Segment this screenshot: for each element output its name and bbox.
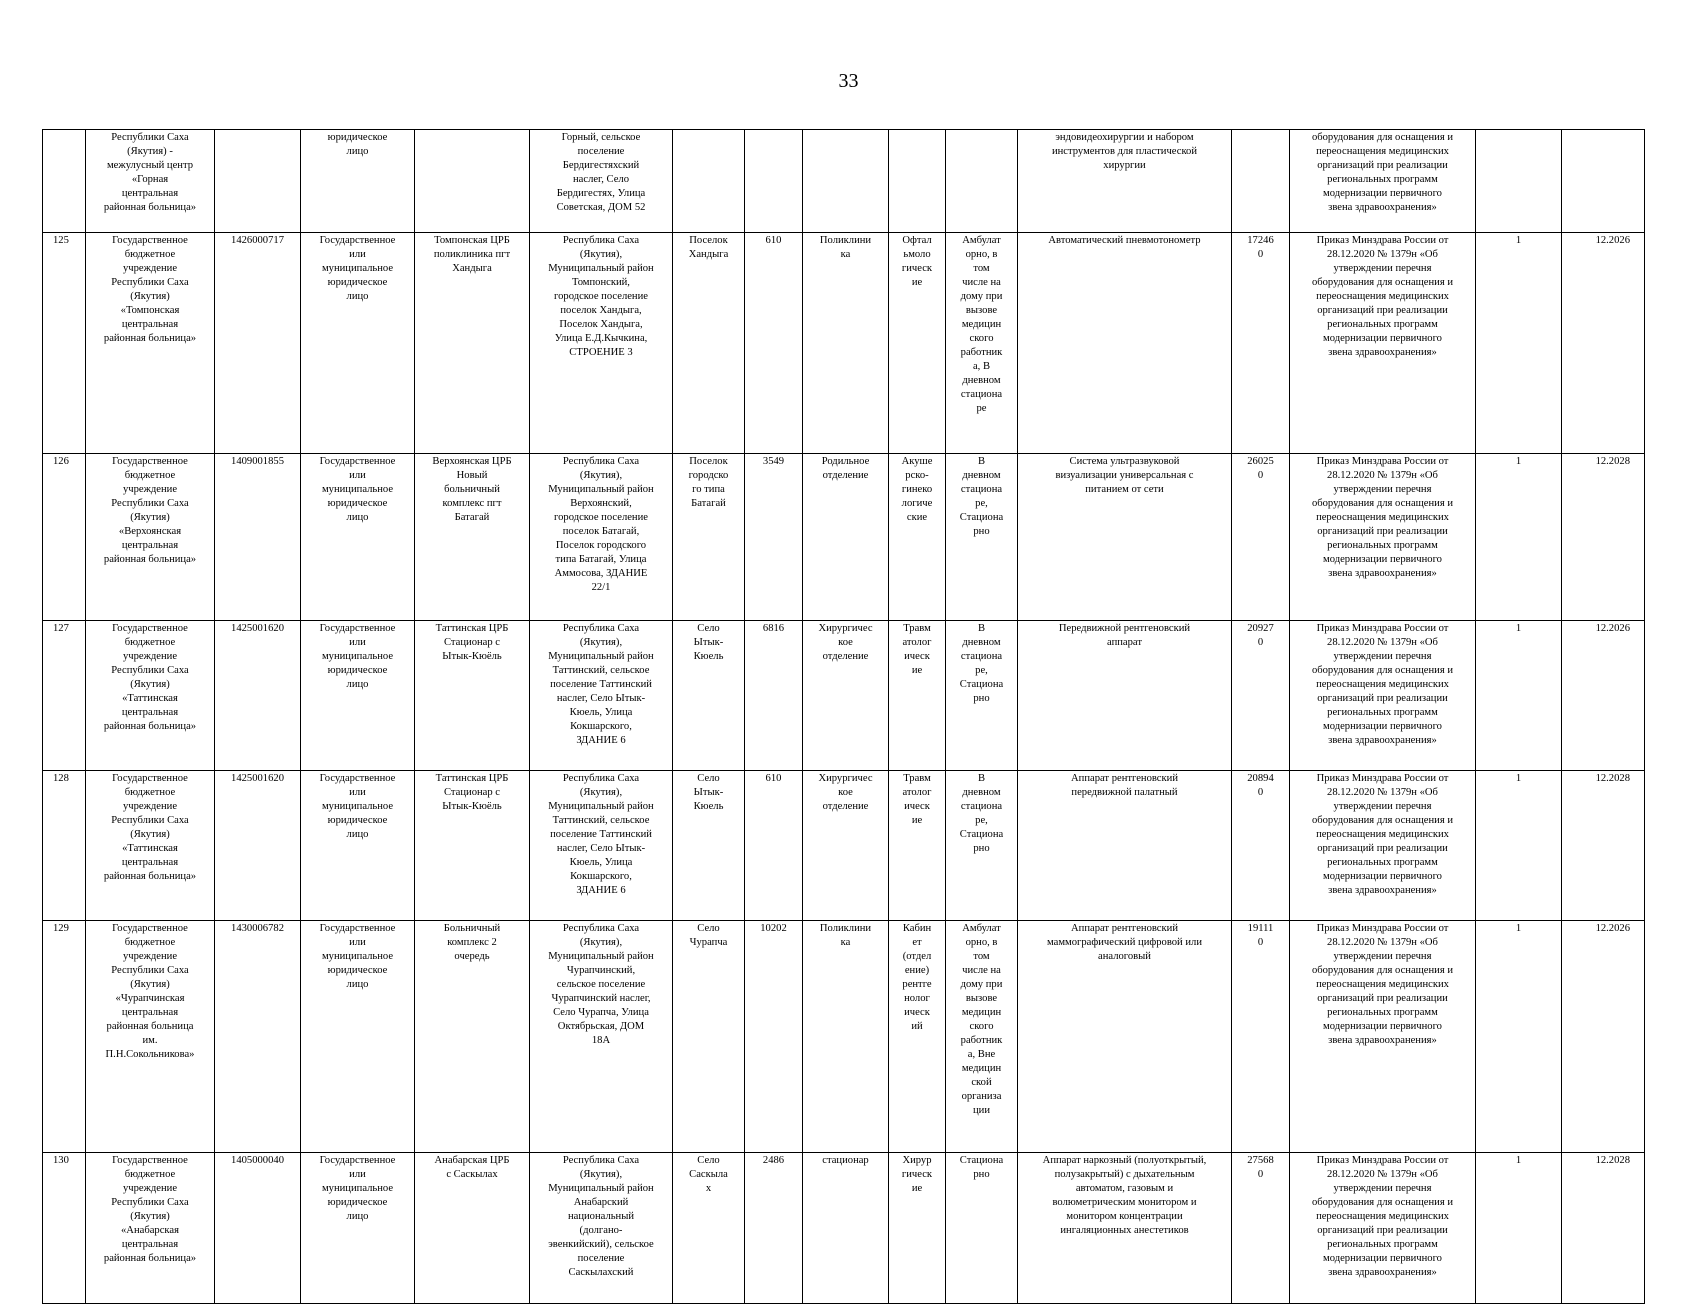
organization-type-cell: Государственное или муниципальное юридическое лицо [301,921,415,1153]
table-row [43,233,1645,454]
table-body [43,130,1645,1304]
department-cell: Поликлини ка [803,233,889,454]
subdivision-name-cell: Томпонская ЦРБ поликлиника пгт Хандыга [415,233,530,454]
quantity-cell: 1 [1476,921,1562,1153]
equipment-name-cell: эндовидеохирургии и набором инструментов для пластической хирургии [1018,130,1232,233]
population-cell: 6816 [745,621,803,771]
organization-type-cell: юридическое лицо [301,130,415,233]
address-cell: Республика Саха (Якутия), Муниципальный район Чурапчинский, сельское поселение Чурапчинский наслег, Село Чурапча, Улица Октябрьская, ДОМ 18А [530,921,673,1153]
legal-basis-cell: Приказ Минздрава России от 28.12.2020 № 1379н «Об утверждении перечня оборудования для оснащения и переоснащения медицинских организаций при реализации региональных программ модернизации первичного звена здравоохранения» [1290,454,1476,621]
locality-cell: Село Саскыла х [673,1153,745,1304]
equipment-name-cell: Аппарат рентгеновский маммографический цифровой или аналоговый [1018,921,1232,1153]
quantity-cell: 1 [1476,233,1562,454]
population-cell: 2486 [745,1153,803,1304]
organization-name-cell: Государственное бюджетное учреждение Республики Саха (Якутия) «Верхоянская центральная районная больница» [86,454,215,621]
table-row [43,1153,1645,1304]
table-row [43,621,1645,771]
medical-profile-cell: Акуше рско- гинеко логиче ские [889,454,946,621]
row-number-cell: 130 [43,1153,86,1304]
price-cell [1232,130,1290,233]
page-number: 33 [838,70,859,92]
subdivision-name-cell [415,130,530,233]
inn-cell [215,130,301,233]
delivery-date-cell: 12.2028 [1562,771,1645,921]
department-cell: Хирургичес кое отделение [803,621,889,771]
medical-profile-cell: Офтал ьмоло гическ ие [889,233,946,454]
quantity-cell: 1 [1476,454,1562,621]
subdivision-name-cell: Таттинская ЦРБ Стационар с Ытык-Кюёль [415,771,530,921]
table-row [43,454,1645,621]
locality-cell [673,130,745,233]
inn-cell: 1409001855 [215,454,301,621]
price-cell: 17246 0 [1232,233,1290,454]
row-number-cell: 126 [43,454,86,621]
subdivision-name-cell: Больничный комплекс 2 очередь [415,921,530,1153]
organization-name-cell: Государственное бюджетное учреждение Республики Саха (Якутия) «Томпонская центральная районная больница» [86,233,215,454]
organization-name-cell: Государственное бюджетное учреждение Республики Саха (Якутия) «Анабарская центральная районная больница» [86,1153,215,1304]
medical-profile-cell: Хирур гическ ие [889,1153,946,1304]
care-form-cell: В дневном стациона ре, Стациона рно [946,454,1018,621]
delivery-date-cell: 12.2026 [1562,621,1645,771]
legal-basis-cell: Приказ Минздрава России от 28.12.2020 № 1379н «Об утверждении перечня оборудования для оснащения и переоснащения медицинских организаций при реализации региональных программ модернизации первичного звена здравоохранения» [1290,621,1476,771]
locality-cell: Поселок городско го типа Батагай [673,454,745,621]
price-cell: 19111 0 [1232,921,1290,1153]
row-number-cell: 125 [43,233,86,454]
row-number-cell: 129 [43,921,86,1153]
legal-basis-cell: Приказ Минздрава России от 28.12.2020 № 1379н «Об утверждении перечня оборудования для оснащения и переоснащения медицинских организаций при реализации региональных программ модернизации первичного звена здравоохранения» [1290,1153,1476,1304]
inn-cell: 1430006782 [215,921,301,1153]
equipment-name-cell: Автоматический пневмотонометр [1018,233,1232,454]
address-cell: Республика Саха (Якутия), Муниципальный район Верхоянский, городское поселение поселок Батагай, Поселок городского типа Батагай, Улица Аммосова, ЗДАНИЕ 22/1 [530,454,673,621]
organization-type-cell: Государственное или муниципальное юридическое лицо [301,621,415,771]
subdivision-name-cell: Анабарская ЦРБ с Саскылах [415,1153,530,1304]
locality-cell: Село Чурапча [673,921,745,1153]
organization-type-cell: Государственное или муниципальное юридическое лицо [301,454,415,621]
inn-cell: 1426000717 [215,233,301,454]
locality-cell: Село Ытык- Кюель [673,771,745,921]
price-cell: 26025 0 [1232,454,1290,621]
care-form-cell: В дневном стациона ре, Стациона рно [946,621,1018,771]
delivery-date-cell: 12.2028 [1562,1153,1645,1304]
population-cell: 3549 [745,454,803,621]
care-form-cell: Амбулат орно, в том числе на дому при вызове медицин ского работник а, В дневном стациона ре [946,233,1018,454]
department-cell: Поликлини ка [803,921,889,1153]
quantity-cell: 1 [1476,771,1562,921]
quantity-cell [1476,130,1562,233]
equipment-name-cell: Аппарат наркозный (полуоткрытый, полузакрытый) с дыхательным автоматом, газовым и волюметрическим монитором и монитором концентрации ингаляционных анестетиков [1018,1153,1232,1304]
organization-name-cell: Государственное бюджетное учреждение Республики Саха (Якутия) «Таттинская центральная районная больница» [86,771,215,921]
organization-type-cell: Государственное или муниципальное юридическое лицо [301,233,415,454]
address-cell: Республика Саха (Якутия), Муниципальный район Таттинский, сельское поселение Таттинский наслег, Село Ытык- Кюель, Улица Кокшарского, ЗДАНИЕ 6 [530,621,673,771]
population-cell: 10202 [745,921,803,1153]
locality-cell: Село Ытык- Кюель [673,621,745,771]
row-number-cell [43,130,86,233]
organization-name-cell: Республики Саха (Якутия) - межулусный центр «Горная центральная районная больница» [86,130,215,233]
address-cell: Республика Саха (Якутия), Муниципальный район Анабарский национальный (долгано- эвенкийский), сельское поселение Саскылахский [530,1153,673,1304]
row-number-cell: 128 [43,771,86,921]
medical-profile-cell: Травм атолог ическ ие [889,771,946,921]
equipment-name-cell: Передвижной рентгеновский аппарат [1018,621,1232,771]
delivery-date-cell [1562,130,1645,233]
address-cell: Горный, сельское поселение Бердигестяхский наслег, Село Бердигестях, Улица Советская, ДОМ 52 [530,130,673,233]
legal-basis-cell: Приказ Минздрава России от 28.12.2020 № 1379н «Об утверждении перечня оборудования для оснащения и переоснащения медицинских организаций при реализации региональных программ модернизации первичного звена здравоохранения» [1290,233,1476,454]
organization-name-cell: Государственное бюджетное учреждение Республики Саха (Якутия) «Таттинская центральная районная больница» [86,621,215,771]
care-form-cell [946,130,1018,233]
locality-cell: Поселок Хандыга [673,233,745,454]
subdivision-name-cell: Таттинская ЦРБ Стационар с Ытык-Кюёль [415,621,530,771]
legal-basis-cell: оборудования для оснащения и переоснащения медицинских организаций при реализации региональных программ модернизации первичного звена здравоохранения» [1290,130,1476,233]
quantity-cell: 1 [1476,621,1562,771]
inn-cell: 1405000040 [215,1153,301,1304]
department-cell: Хирургичес кое отделение [803,771,889,921]
delivery-date-cell: 12.2028 [1562,454,1645,621]
organization-type-cell: Государственное или муниципальное юридическое лицо [301,1153,415,1304]
department-cell: Родильное отделение [803,454,889,621]
medical-profile-cell: Кабин ет (отдел ение) рентге нолог ическ ий [889,921,946,1153]
care-form-cell: В дневном стациона ре, Стациона рно [946,771,1018,921]
delivery-date-cell: 12.2026 [1562,233,1645,454]
price-cell: 20894 0 [1232,771,1290,921]
care-form-cell: Стациона рно [946,1153,1018,1304]
table-row [43,130,1645,233]
inn-cell: 1425001620 [215,621,301,771]
table-row [43,921,1645,1153]
care-form-cell: Амбулат орно, в том числе на дому при вызове медицин ского работник а, Вне медицин ской организа ции [946,921,1018,1153]
department-cell [803,130,889,233]
equipment-table [42,129,1645,1304]
medical-profile-cell [889,130,946,233]
department-cell: стационар [803,1153,889,1304]
legal-basis-cell: Приказ Минздрава России от 28.12.2020 № 1379н «Об утверждении перечня оборудования для оснащения и переоснащения медицинских организаций при реализации региональных программ модернизации первичного звена здравоохранения» [1290,771,1476,921]
organization-name-cell: Государственное бюджетное учреждение Республики Саха (Якутия) «Чурапчинская центральная районная больница им. П.Н.Сокольникова» [86,921,215,1153]
subdivision-name-cell: Верхоянская ЦРБ Новый больничный комплекс пгт Батагай [415,454,530,621]
address-cell: Республика Саха (Якутия), Муниципальный район Томпонский, городское поселение поселок Хандыга, Поселок Хандыга, Улица Е.Д.Кычкина, СТРОЕНИЕ 3 [530,233,673,454]
row-number-cell: 127 [43,621,86,771]
equipment-name-cell: Аппарат рентгеновский передвижной палатный [1018,771,1232,921]
population-cell: 610 [745,233,803,454]
population-cell: 610 [745,771,803,921]
medical-profile-cell: Травм атолог ическ ие [889,621,946,771]
table-row [43,771,1645,921]
price-cell: 27568 0 [1232,1153,1290,1304]
legal-basis-cell: Приказ Минздрава России от 28.12.2020 № 1379н «Об утверждении перечня оборудования для оснащения и переоснащения медицинских организаций при реализации региональных программ модернизации первичного звена здравоохранения» [1290,921,1476,1153]
population-cell [745,130,803,233]
price-cell: 20927 0 [1232,621,1290,771]
inn-cell: 1425001620 [215,771,301,921]
quantity-cell: 1 [1476,1153,1562,1304]
organization-type-cell: Государственное или муниципальное юридическое лицо [301,771,415,921]
delivery-date-cell: 12.2026 [1562,921,1645,1153]
equipment-name-cell: Система ультразвуковой визуализации универсальная с питанием от сети [1018,454,1232,621]
address-cell: Республика Саха (Якутия), Муниципальный район Таттинский, сельское поселение Таттинский наслег, Село Ытык- Кюель, Улица Кокшарского, ЗДАНИЕ 6 [530,771,673,921]
